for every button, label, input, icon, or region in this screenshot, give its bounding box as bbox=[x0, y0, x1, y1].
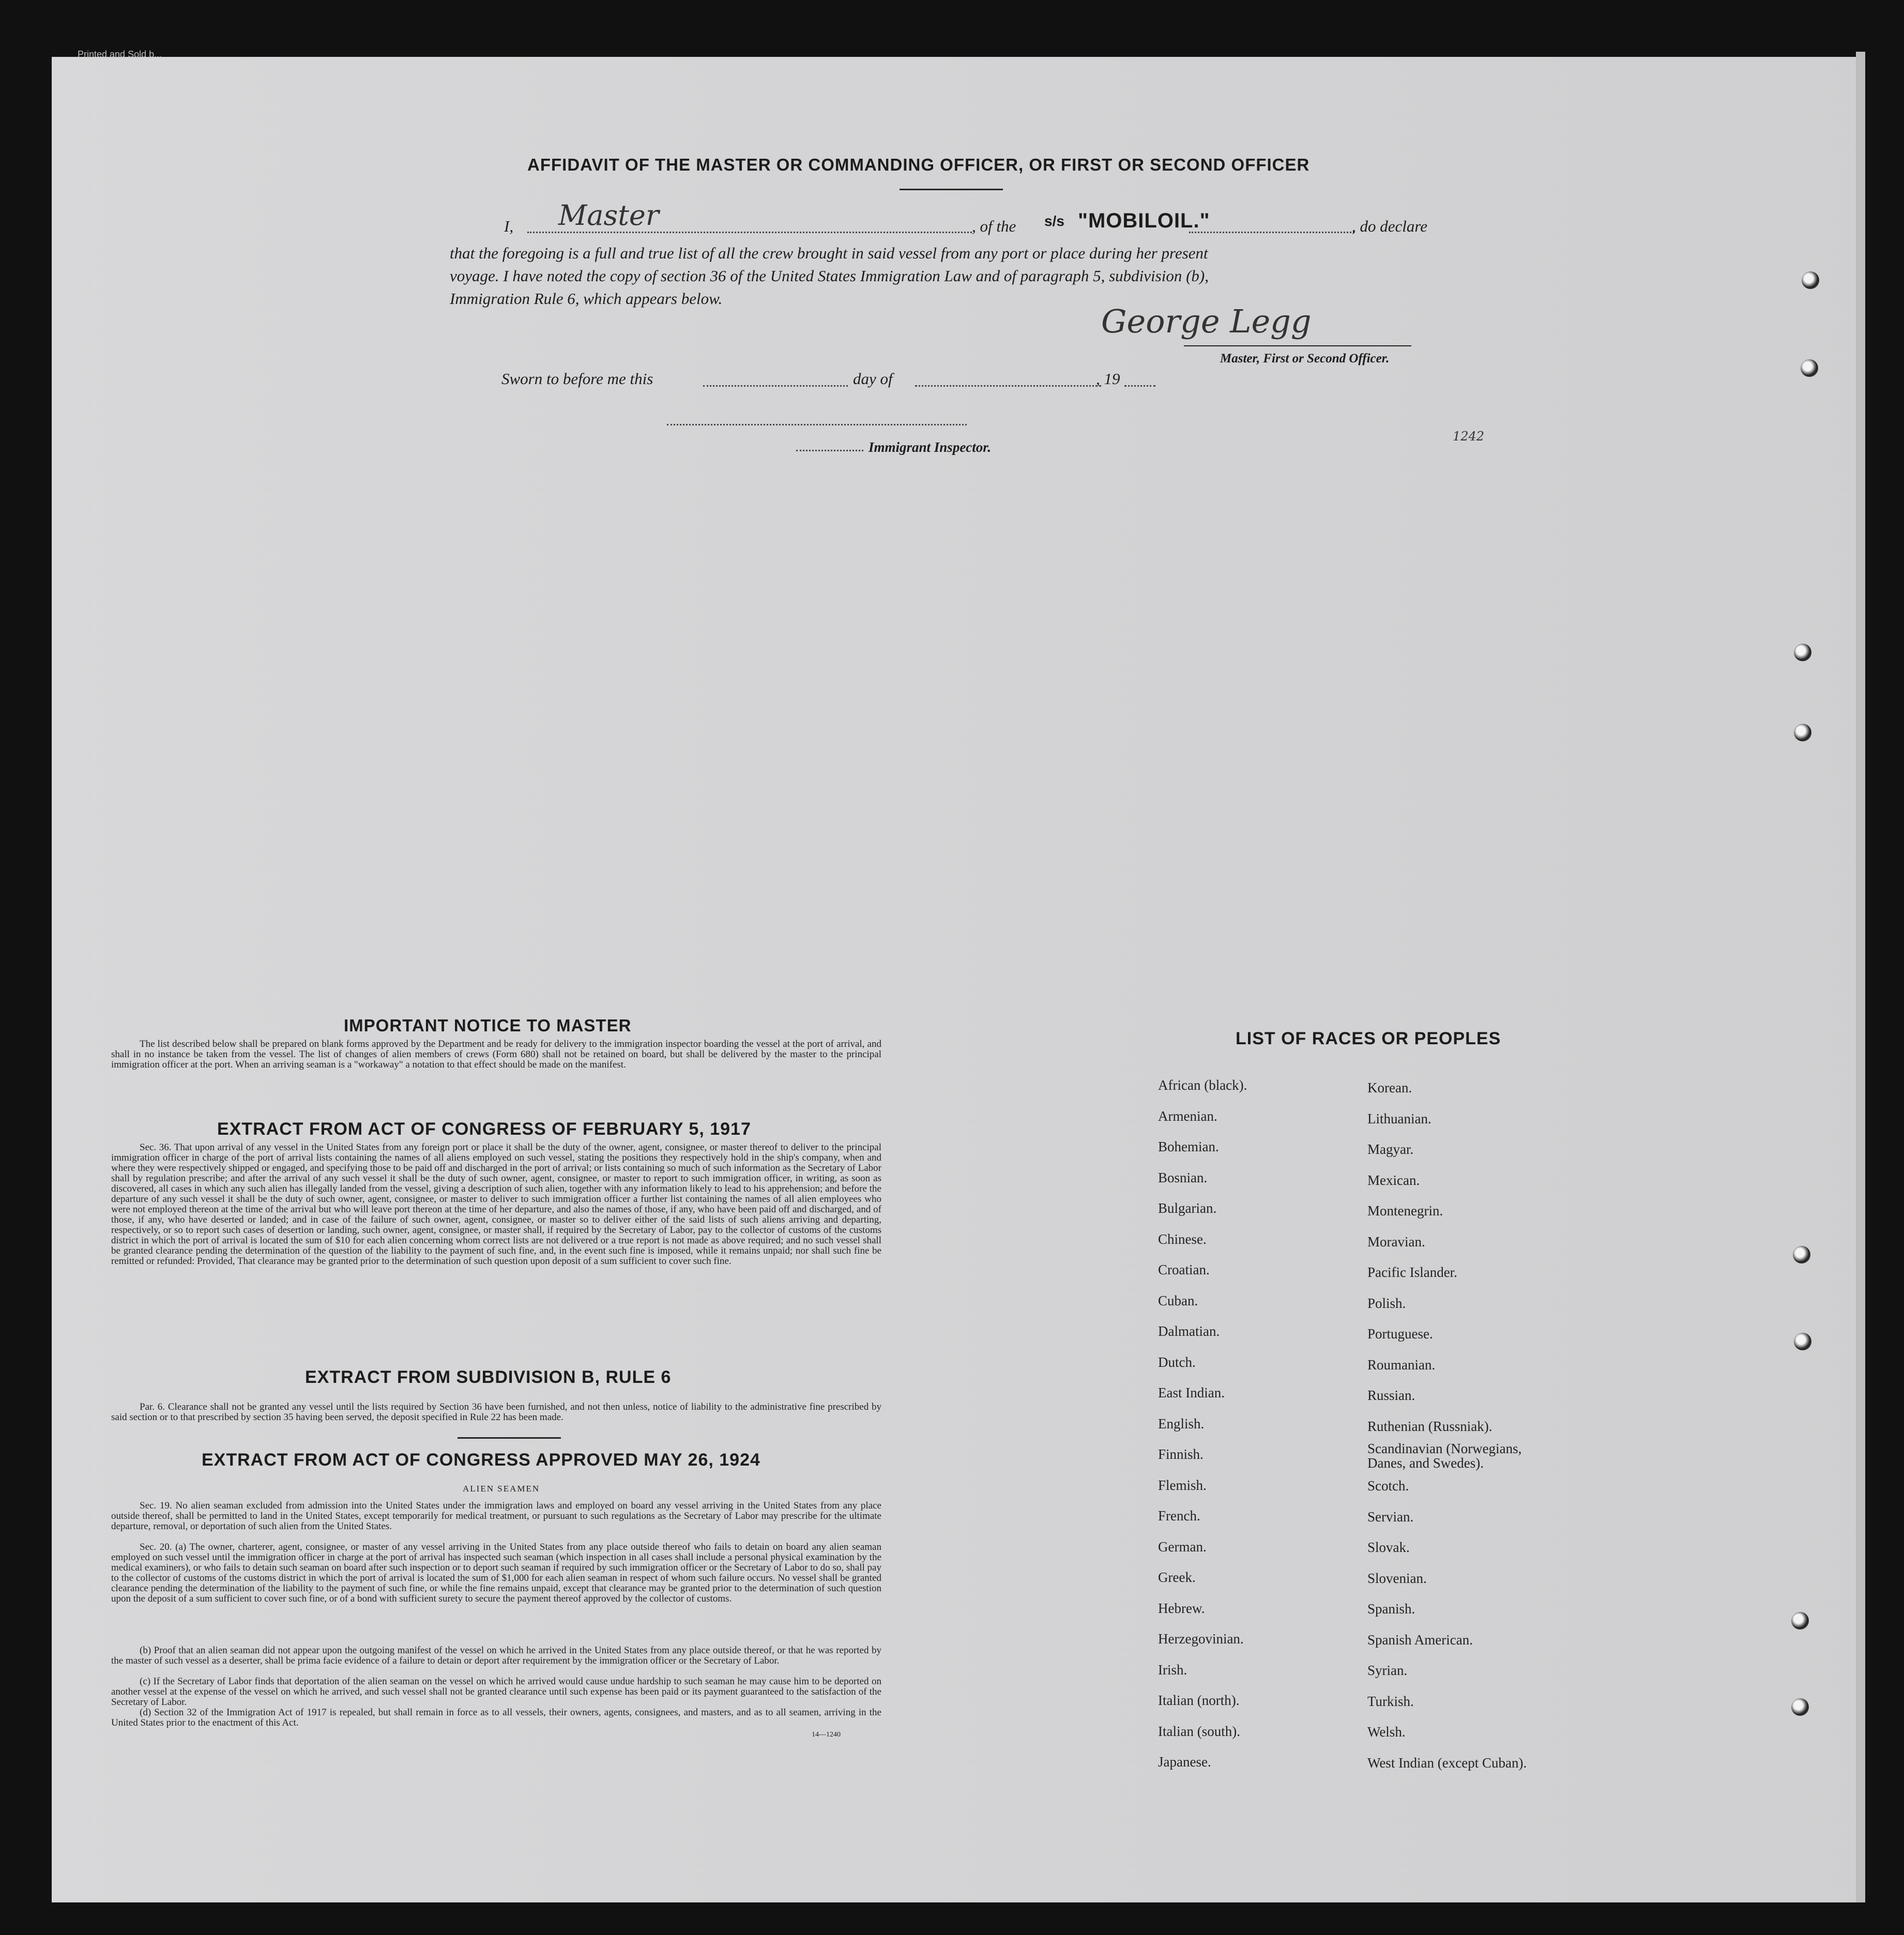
race-item: Herzegovinian. bbox=[1158, 1631, 1244, 1647]
affidavit-line4: Immigration Rule 6, which appears below. bbox=[450, 290, 723, 308]
race-item: Scandinavian (Norwegians, bbox=[1367, 1441, 1522, 1456]
year-blank bbox=[1124, 385, 1155, 387]
sec19-text: Sec. 19. No alien seaman excluded from admission into the United States under the immigration laws and employed on board any vessel arriving in the United States from any place outside thereof, shall be permitted to land in the United States, except temporarily for medical treatment, or pursuant to such regulations as the Secretary of Labor may prescribe for the ultimate departure, removal, or deportation of such alien from the United States. bbox=[111, 1500, 881, 1532]
document-page bbox=[52, 57, 1856, 1902]
affidavit-line1-suffix: , do declare bbox=[1352, 217, 1428, 235]
master-signature: George Legg bbox=[1101, 302, 1312, 340]
month-blank bbox=[915, 385, 1101, 387]
punch-hole-icon bbox=[1791, 1698, 1809, 1716]
notice-text: The list described below shall be prepared on blank forms approved by the Department and be ready for delivery to the immigration inspector boarding the vessel at the port of arrival, and shall in no instance be taken from the vessel. The list of changes of alien members of crews (Form 680) shall not be retained on board, but shall be delivered by the master to the principal immigration officer at the port. When an arriving seaman is a "workaway" a notation to that effect should be made on the manifest. bbox=[111, 1039, 881, 1070]
race-item: Slovak. bbox=[1367, 1540, 1410, 1555]
race-item: Finnish. bbox=[1158, 1446, 1204, 1462]
affidavit-line3: voyage. I have noted the copy of section 36 of the United States Immigration Law and of paragraph 5, subdivision (b), bbox=[450, 267, 1209, 285]
extract-1917-title: EXTRACT FROM ACT OF CONGRESS OF FEBRUARY 5, 1917 bbox=[217, 1119, 751, 1139]
race-item: East Indian. bbox=[1158, 1385, 1225, 1400]
day-blank bbox=[703, 385, 848, 387]
races-left-column bbox=[1158, 1070, 1247, 1778]
divider bbox=[458, 1437, 561, 1439]
races-title: LIST OF RACES OR PEOPLES bbox=[1236, 1029, 1501, 1048]
race-item: Mexican. bbox=[1367, 1172, 1420, 1188]
race-item: French. bbox=[1158, 1508, 1200, 1523]
race-item: Scotch. bbox=[1367, 1478, 1409, 1494]
race-item: Flemish. bbox=[1158, 1477, 1207, 1493]
race-item: Korean. bbox=[1367, 1080, 1412, 1095]
year-prefix: , 19 bbox=[1096, 370, 1120, 388]
race-item: Ruthenian (Russniak). bbox=[1367, 1418, 1492, 1434]
race-item: Lithuanian. bbox=[1367, 1110, 1431, 1126]
race-item: Spanish. bbox=[1367, 1601, 1415, 1617]
race-item: Syrian. bbox=[1367, 1663, 1408, 1678]
race-item: Magyar. bbox=[1367, 1141, 1414, 1157]
race-item: Roumanian. bbox=[1367, 1357, 1436, 1373]
race-item: Russian. bbox=[1367, 1388, 1415, 1403]
inspector-label: Immigrant Inspector. bbox=[869, 439, 992, 455]
race-item: Bohemian. bbox=[1158, 1139, 1219, 1154]
race-item: Bosnian. bbox=[1158, 1169, 1208, 1185]
inspector-dots bbox=[796, 450, 863, 451]
race-item: Welsh. bbox=[1367, 1724, 1406, 1740]
divider bbox=[900, 189, 1003, 190]
race-item: Montenegrin. bbox=[1367, 1203, 1443, 1218]
race-item: Pacific Islander. bbox=[1367, 1264, 1457, 1280]
rank-blank bbox=[527, 232, 972, 233]
signature-line bbox=[1184, 345, 1411, 346]
signer-title: Master, First or Second Officer. bbox=[1220, 352, 1390, 365]
form-number: 14—1240 bbox=[812, 1731, 841, 1739]
race-item: German. bbox=[1158, 1538, 1207, 1555]
day-of: day of bbox=[853, 370, 893, 388]
race-item: Slovenian. bbox=[1367, 1570, 1427, 1586]
affidavit-line2: that the foregoing is a full and true list of all the crew brought in said vessel from any port or place during her present bbox=[450, 244, 1208, 262]
race-item: Dutch. bbox=[1158, 1354, 1196, 1370]
punch-hole-icon bbox=[1801, 359, 1818, 377]
race-item: Dalmatian. bbox=[1158, 1323, 1220, 1339]
sworn-prefix: Sworn to before me this bbox=[501, 370, 653, 388]
race-item: Italian (south). bbox=[1158, 1723, 1240, 1739]
race-item: English. bbox=[1158, 1415, 1205, 1431]
printer-note: Printed and Sold b... bbox=[78, 49, 162, 59]
extract-rule6-title: EXTRACT FROM SUBDIVISION B, RULE 6 bbox=[305, 1367, 672, 1387]
race-item: Greek. bbox=[1158, 1570, 1196, 1585]
punch-hole-icon bbox=[1791, 1612, 1809, 1629]
extract-1917-text: Sec. 36. That upon arrival of any vessel in the United States from any foreign port or place it shall be the duty of the owner, agent, consignee, or master thereof to deliver to the principal immigration officer in charge of the port of arrival lists containing the names of all aliens employed on such vessel, stating the positions they respectively hold in the ship's company, when and where they were respectively shipped or engaged, and specifying those to be paid off and discharged in the port of arrival; or lists containing so much of such information as the Secretary of Labor shall by regulation prescribe; and after the arrival of any such vessel it shall be the duty of such owner, agent, consignee, or master to report to such immigration officer, in writing, as soon as discovered, all cases in which any such alien has illegally landed from the vessel, giving a description of such alien, together with any information likely to lead to his apprehension; and before the departure of any such vessel it shall be the duty of such owner, agent, consignee, or master to deliver to such immigration officer a further list containing the names of all alien employees who were not employed thereon at the time of the arrival but who will leave port thereon at the time of her departure, and also the names of those, if any, who have been paid off and discharged, and of those, if any, who have deserted or landed; and in case of the failure of such owner, agent, consignee, or master so to deliver either of the said lists of such aliens arriving and departing, respectively, or so to report such cases of desertion or landing, such owner, agent, consignee, or master shall, if required by the Secretary of Labor, pay to the collector of customs of the customs district in which the port of arrival is located the sum of $10 for each alien concerning whom correct lists are not delivered or a true report is not made as above required; and no such vessel shall be granted clearance pending the determination of the question of the liability to the payment of such fine, and, in the event such fine is imposed, while it remains unpaid; nor shall such fine be remitted or refunded: Provided, That clearance may be granted prior to the determination of such question upon deposit of a sum sufficient to cover such fine. bbox=[111, 1142, 881, 1267]
race-item: Croatian. bbox=[1158, 1262, 1210, 1277]
race-item: Portuguese. bbox=[1367, 1326, 1433, 1342]
race-item: Cuban. bbox=[1158, 1292, 1198, 1308]
vessel-prefix: s/s bbox=[1044, 213, 1064, 229]
sec20b-text: (b) Proof that an alien seaman did not appear upon the outgoing manifest of the vessel on which he arrived in the United States from any place outside thereof, or that he was reported by the master of such vessel as a deserter, shall be prima facie evidence of a failure to detain or deport after requirement by the immigration officer or the Secretary of Labor. bbox=[111, 1645, 881, 1666]
notice-title: IMPORTANT NOTICE TO MASTER bbox=[344, 1016, 632, 1035]
affidavit-line1-mid: , of the bbox=[972, 217, 1016, 235]
punch-hole-icon bbox=[1802, 271, 1819, 289]
races-right-column bbox=[1367, 1073, 1527, 1778]
vessel-blank bbox=[1189, 232, 1354, 233]
affidavit-line1-prefix: I, bbox=[504, 217, 514, 235]
stray-mark: 1242 bbox=[1453, 429, 1485, 444]
race-item: Hebrew. bbox=[1158, 1600, 1205, 1616]
affidavit-title: AFFIDAVIT OF THE MASTER OR COMMANDING OFFICER, OR FIRST OR SECOND OFFICER bbox=[527, 155, 1310, 174]
race-item: African (black). bbox=[1158, 1077, 1247, 1093]
handwritten-rank: Master bbox=[558, 199, 659, 232]
race-item: Servian. bbox=[1367, 1509, 1414, 1525]
race-item: Polish. bbox=[1367, 1295, 1406, 1311]
punch-hole-icon bbox=[1794, 1333, 1811, 1350]
race-item: Spanish American. bbox=[1367, 1632, 1473, 1648]
race-item: Danes, and Swedes). bbox=[1367, 1455, 1484, 1471]
punch-hole-icon bbox=[1794, 724, 1811, 741]
race-item: West Indian (except Cuban). bbox=[1367, 1755, 1527, 1771]
alien-seamen-subtitle: ALIEN SEAMEN bbox=[463, 1484, 540, 1494]
vessel-name: "MOBILOIL." bbox=[1078, 209, 1210, 232]
race-item: Italian (north). bbox=[1158, 1693, 1240, 1708]
race-item: Turkish. bbox=[1367, 1693, 1414, 1709]
race-item: Japanese. bbox=[1158, 1754, 1211, 1770]
inspector-signature-line bbox=[667, 424, 967, 425]
race-item: Armenian. bbox=[1158, 1108, 1217, 1124]
extract-1924-title: EXTRACT FROM ACT OF CONGRESS APPROVED MAY 26, 1924 bbox=[202, 1450, 760, 1470]
race-item: Moravian. bbox=[1367, 1233, 1425, 1250]
page-edge bbox=[1856, 52, 1865, 1902]
race-item: Irish. bbox=[1158, 1662, 1187, 1678]
sec20d-text: (d) Section 32 of the Immigration Act of 1917 is repealed, but shall remain in force as to all vessels, their owners, agents, consignees, and masters, and as to all seamen, arriving in the United States prior to the enactment of this Act. bbox=[111, 1707, 881, 1728]
race-item: Chinese. bbox=[1158, 1231, 1207, 1247]
race-item: Bulgarian. bbox=[1158, 1200, 1217, 1216]
punch-hole-icon bbox=[1794, 644, 1811, 661]
extract-rule6-text: Par. 6. Clearance shall not be granted any vessel until the lists required by Section 36 have been furnished, and not then unless, notice of liability to the administrative fine prescribed by said section or to that prescribed by section 35 having been served, the deposit specified in Rule 22 has been made. bbox=[111, 1401, 881, 1423]
punch-hole-icon bbox=[1793, 1246, 1810, 1263]
sec20a-text: Sec. 20. (a) The owner, charterer, agent, consignee, or master of any vessel arriving in the United States from any place outside thereof who fails to detain on board any alien seaman employed on such vessel until the immigration officer in charge at the port of arrival has inspected such seaman (which inspection in all cases shall include a personal physical examination by the medical examiners), or who fails to detain such seaman on board after such inspection or to deport such seaman if required by such immigration officer or the Secretary of Labor to do so, shall pay to the collector of customs of the customs district in which the port of arrival is located the sum of $1,000 for each alien seaman in respect of whom such failure occurs. No vessel shall be granted clearance pending the determination of the liability to the payment of such fine, or while the fine remains unpaid, except that clearance may be granted prior to the determination of such question upon the deposit of a sum sufficient to cover such fine, or of a bond with sufficient surety to secure the payment thereof approved by the collector of customs. bbox=[111, 1542, 881, 1604]
sec20c-text: (c) If the Secretary of Labor finds that deportation of the alien seaman on the vessel on which he arrived would cause undue hardship to such seaman he may cause him to be deported on another vessel at the expense of the vessel on which he arrived, and such vessel shall not be granted clearance until such expense has been paid or its payment guaranteed to the satisfaction of the Secretary of Labor. bbox=[111, 1676, 881, 1708]
